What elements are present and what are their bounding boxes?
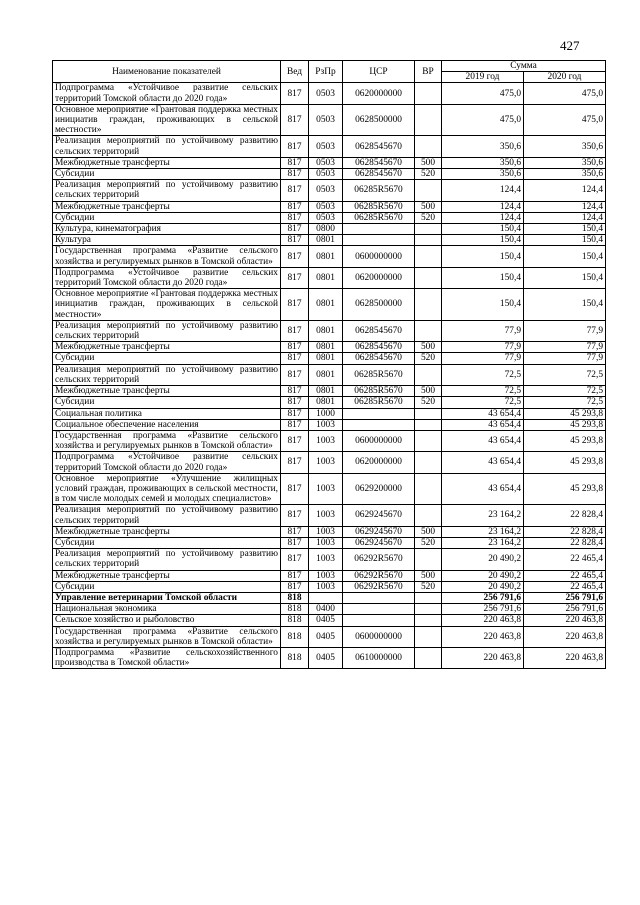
row-rzpr: 1003 — [309, 430, 343, 451]
row-ved: 817 — [281, 169, 309, 180]
row-rzpr: 1000 — [309, 408, 343, 419]
row-vr — [415, 592, 442, 603]
row-sum-2020: 124,4 — [524, 201, 606, 212]
row-name: Межбюджетные трансферты — [53, 201, 281, 212]
row-sum-2020: 22 465,4 — [524, 549, 606, 570]
table-row — [53, 169, 606, 180]
row-csr: 06292R5670 — [343, 549, 415, 570]
row-csr: 0629245670 — [343, 505, 415, 526]
row-sum-2019: 124,4 — [442, 201, 524, 212]
row-ved: 817 — [281, 83, 309, 104]
row-ved: 818 — [281, 626, 309, 647]
table-row — [53, 419, 606, 430]
table-row — [53, 235, 606, 246]
row-vr — [415, 267, 442, 288]
row-rzpr: 0503 — [309, 136, 343, 157]
row-name: Межбюджетные трансферты — [53, 570, 281, 581]
row-ved: 817 — [281, 212, 309, 223]
row-sum-2020: 220 463,8 — [524, 626, 606, 647]
row-csr: 0629200000 — [343, 473, 415, 505]
row-sum-2020: 350,6 — [524, 157, 606, 168]
table-row — [53, 570, 606, 581]
row-rzpr: 0801 — [309, 235, 343, 246]
row-sum-2019: 43 654,4 — [442, 430, 524, 451]
row-name: Реализация мероприятий по устойчивому развитию сельских территорий — [53, 549, 281, 570]
row-name: Социальная политика — [53, 408, 281, 419]
row-ved: 817 — [281, 180, 309, 201]
header-vr: ВР — [415, 61, 442, 83]
row-csr: 0620000000 — [343, 452, 415, 473]
header-rzpr: РзПр — [309, 61, 343, 83]
row-csr: 06285R5670 — [343, 397, 415, 408]
row-ved: 818 — [281, 592, 309, 603]
row-csr: 06292R5670 — [343, 570, 415, 581]
row-vr — [415, 364, 442, 385]
row-name: Подпрограмма «Устойчивое развитие сельских территорий Томской области до 2020 года» — [53, 83, 281, 104]
row-csr: 0628500000 — [343, 289, 415, 321]
row-sum-2020: 350,6 — [524, 136, 606, 157]
table-row — [53, 180, 606, 201]
row-vr — [415, 408, 442, 419]
row-sum-2020: 150,4 — [524, 267, 606, 288]
row-vr — [415, 615, 442, 626]
row-name: Государственная программа «Развитие сельского хозяйства и регулируемых рынков в Томской области» — [53, 430, 281, 451]
row-csr: 0628545670 — [343, 320, 415, 341]
row-vr: 520 — [415, 537, 442, 548]
table-row — [53, 505, 606, 526]
row-vr — [415, 104, 442, 136]
table-row — [53, 604, 606, 615]
row-sum-2020: 22 828,4 — [524, 505, 606, 526]
row-vr: 500 — [415, 570, 442, 581]
row-sum-2019: 20 490,2 — [442, 581, 524, 592]
row-csr: 0600000000 — [343, 430, 415, 451]
row-csr — [343, 615, 415, 626]
row-csr — [343, 592, 415, 603]
table-row — [53, 386, 606, 397]
row-ved: 817 — [281, 157, 309, 168]
row-rzpr: 0801 — [309, 353, 343, 364]
row-vr — [415, 289, 442, 321]
row-name: Субсидии — [53, 169, 281, 180]
table-row — [53, 157, 606, 168]
row-sum-2019: 475,0 — [442, 104, 524, 136]
row-sum-2020: 77,9 — [524, 353, 606, 364]
row-name: Межбюджетные трансферты — [53, 157, 281, 168]
row-csr: 0620000000 — [343, 83, 415, 104]
row-rzpr: 0405 — [309, 626, 343, 647]
row-sum-2020: 45 293,8 — [524, 452, 606, 473]
row-csr: 06285R5670 — [343, 386, 415, 397]
row-csr: 0628545670 — [343, 353, 415, 364]
row-rzpr: 0503 — [309, 104, 343, 136]
row-ved: 818 — [281, 604, 309, 615]
table-row — [53, 408, 606, 419]
row-csr: 06285R5670 — [343, 364, 415, 385]
row-name: Реализация мероприятий по устойчивому развитию сельских территорий — [53, 136, 281, 157]
row-sum-2020: 124,4 — [524, 212, 606, 223]
row-sum-2019: 350,6 — [442, 157, 524, 168]
row-name: Субсидии — [53, 353, 281, 364]
row-name: Подпрограмма «Развитие сельскохозяйственного производства в Томской области» — [53, 647, 281, 668]
row-csr — [343, 419, 415, 430]
table-row — [53, 267, 606, 288]
row-sum-2020: 77,9 — [524, 342, 606, 353]
row-sum-2019: 23 164,2 — [442, 505, 524, 526]
row-name: Реализация мероприятий по устойчивому развитию сельских территорий — [53, 364, 281, 385]
row-sum-2020: 72,5 — [524, 386, 606, 397]
row-sum-2019: 350,6 — [442, 136, 524, 157]
row-sum-2019: 72,5 — [442, 397, 524, 408]
row-rzpr: 1003 — [309, 505, 343, 526]
row-sum-2019: 220 463,8 — [442, 626, 524, 647]
row-csr: 0628545670 — [343, 342, 415, 353]
row-vr — [415, 419, 442, 430]
row-sum-2020: 45 293,8 — [524, 430, 606, 451]
row-rzpr: 1003 — [309, 419, 343, 430]
table-row — [53, 473, 606, 505]
row-name: Реализация мероприятий по устойчивому развитию сельских территорий — [53, 320, 281, 341]
row-rzpr: 1003 — [309, 537, 343, 548]
table-row — [53, 647, 606, 668]
header-year-2019: 2019 год — [442, 72, 524, 83]
row-rzpr: 0801 — [309, 289, 343, 321]
row-vr — [415, 604, 442, 615]
row-sum-2020: 45 293,8 — [524, 408, 606, 419]
row-csr: 0600000000 — [343, 246, 415, 267]
row-ved: 817 — [281, 386, 309, 397]
row-sum-2019: 23 164,2 — [442, 537, 524, 548]
row-rzpr: 0405 — [309, 647, 343, 668]
row-sum-2019: 256 791,6 — [442, 592, 524, 603]
row-vr: 520 — [415, 169, 442, 180]
row-name: Государственная программа «Развитие сельского хозяйства и регулируемых рынков в Томской области» — [53, 626, 281, 647]
table-row — [53, 136, 606, 157]
row-sum-2019: 150,4 — [442, 289, 524, 321]
header-year-2020: 2020 год — [524, 72, 606, 83]
row-rzpr: 0503 — [309, 169, 343, 180]
row-csr: 0629245670 — [343, 526, 415, 537]
row-name: Субсидии — [53, 397, 281, 408]
table-row — [53, 430, 606, 451]
row-vr — [415, 647, 442, 668]
row-name: Межбюджетные трансферты — [53, 386, 281, 397]
row-name: Субсидии — [53, 581, 281, 592]
row-vr: 500 — [415, 526, 442, 537]
header-ved: Вед — [281, 61, 309, 83]
row-ved: 818 — [281, 647, 309, 668]
row-sum-2019: 72,5 — [442, 364, 524, 385]
row-ved: 818 — [281, 615, 309, 626]
row-name: Подпрограмма «Устойчивое развитие сельских территорий Томской области до 2020 года» — [53, 452, 281, 473]
row-name: Межбюджетные трансферты — [53, 526, 281, 537]
row-name: Управление ветеринарии Томской области — [53, 592, 281, 603]
row-sum-2019: 20 490,2 — [442, 570, 524, 581]
row-name: Государственная программа «Развитие сельского хозяйства и регулируемых рынков в Томской области» — [53, 246, 281, 267]
row-name: Основное мероприятие «Грантовая поддержка местных инициатив граждан, проживающих в сельской местности» — [53, 104, 281, 136]
row-rzpr: 0801 — [309, 246, 343, 267]
row-rzpr: 0801 — [309, 397, 343, 408]
row-vr — [415, 430, 442, 451]
row-ved: 817 — [281, 320, 309, 341]
row-vr: 500 — [415, 342, 442, 353]
row-sum-2019: 72,5 — [442, 386, 524, 397]
row-name: Субсидии — [53, 537, 281, 548]
table-row — [53, 537, 606, 548]
row-sum-2019: 150,4 — [442, 224, 524, 235]
row-sum-2020: 150,4 — [524, 289, 606, 321]
row-sum-2019: 23 164,2 — [442, 526, 524, 537]
row-csr — [343, 408, 415, 419]
table-row — [53, 364, 606, 385]
row-csr: 0628500000 — [343, 104, 415, 136]
row-sum-2020: 150,4 — [524, 224, 606, 235]
row-csr — [343, 604, 415, 615]
table-row — [53, 83, 606, 104]
row-rzpr: 0801 — [309, 386, 343, 397]
table-row — [53, 581, 606, 592]
row-name: Культура, кинематография — [53, 224, 281, 235]
table-row — [53, 353, 606, 364]
row-ved: 817 — [281, 505, 309, 526]
row-vr: 520 — [415, 397, 442, 408]
table-body — [53, 83, 606, 669]
row-vr: 520 — [415, 353, 442, 364]
row-rzpr: 1003 — [309, 526, 343, 537]
row-vr — [415, 626, 442, 647]
table-row — [53, 526, 606, 537]
row-ved: 817 — [281, 430, 309, 451]
row-rzpr: 0405 — [309, 615, 343, 626]
row-sum-2019: 77,9 — [442, 342, 524, 353]
row-vr: 500 — [415, 201, 442, 212]
row-sum-2020: 77,9 — [524, 320, 606, 341]
row-csr: 0628545670 — [343, 136, 415, 157]
row-rzpr: 0800 — [309, 224, 343, 235]
row-name: Культура — [53, 235, 281, 246]
row-ved: 817 — [281, 289, 309, 321]
row-sum-2019: 77,9 — [442, 353, 524, 364]
row-name: Национальная экономика — [53, 604, 281, 615]
row-sum-2019: 20 490,2 — [442, 549, 524, 570]
row-sum-2019: 77,9 — [442, 320, 524, 341]
row-sum-2019: 150,4 — [442, 267, 524, 288]
row-sum-2020: 220 463,8 — [524, 647, 606, 668]
row-sum-2019: 43 654,4 — [442, 473, 524, 505]
row-sum-2019: 220 463,8 — [442, 615, 524, 626]
row-sum-2020: 22 828,4 — [524, 537, 606, 548]
row-sum-2019: 475,0 — [442, 83, 524, 104]
row-csr: 0628545670 — [343, 157, 415, 168]
row-csr: 0629245670 — [343, 537, 415, 548]
row-ved: 817 — [281, 246, 309, 267]
row-ved: 817 — [281, 364, 309, 385]
row-rzpr: 0801 — [309, 267, 343, 288]
row-ved: 817 — [281, 353, 309, 364]
table-row — [53, 320, 606, 341]
row-vr — [415, 473, 442, 505]
header-sum: Сумма — [442, 61, 606, 72]
row-rzpr: 0801 — [309, 364, 343, 385]
row-ved: 817 — [281, 104, 309, 136]
row-csr: 0600000000 — [343, 626, 415, 647]
row-sum-2020: 256 791,6 — [524, 592, 606, 603]
row-rzpr: 0503 — [309, 180, 343, 201]
row-ved: 817 — [281, 235, 309, 246]
page-number: 427 — [560, 38, 580, 53]
row-rzpr: 0801 — [309, 342, 343, 353]
row-sum-2020: 150,4 — [524, 246, 606, 267]
row-vr — [415, 136, 442, 157]
row-ved: 817 — [281, 224, 309, 235]
row-sum-2020: 475,0 — [524, 104, 606, 136]
row-rzpr: 1003 — [309, 549, 343, 570]
table-row — [53, 397, 606, 408]
row-sum-2019: 124,4 — [442, 180, 524, 201]
row-sum-2019: 350,6 — [442, 169, 524, 180]
row-sum-2020: 22 465,4 — [524, 570, 606, 581]
table-row — [53, 342, 606, 353]
row-csr: 06285R5670 — [343, 201, 415, 212]
row-sum-2020: 350,6 — [524, 169, 606, 180]
table-row — [53, 104, 606, 136]
budget-table — [52, 60, 606, 669]
table-row — [53, 246, 606, 267]
row-rzpr: 1003 — [309, 452, 343, 473]
row-sum-2020: 124,4 — [524, 180, 606, 201]
row-vr — [415, 452, 442, 473]
table-row — [53, 549, 606, 570]
row-sum-2020: 220 463,8 — [524, 615, 606, 626]
row-csr: 06285R5670 — [343, 212, 415, 223]
table-row — [53, 289, 606, 321]
row-sum-2020: 256 791,6 — [524, 604, 606, 615]
row-sum-2020: 22 828,4 — [524, 526, 606, 537]
row-vr — [415, 83, 442, 104]
row-csr: 06285R5670 — [343, 180, 415, 201]
row-ved: 817 — [281, 452, 309, 473]
row-vr — [415, 246, 442, 267]
table-row — [53, 224, 606, 235]
row-name: Основное мероприятие «Улучшение жилищных условий граждан, проживающих в сельской местности, в том числе молодых семей и молодых специалистов» — [53, 473, 281, 505]
row-rzpr: 0503 — [309, 157, 343, 168]
row-rzpr: 1003 — [309, 473, 343, 505]
row-sum-2020: 72,5 — [524, 364, 606, 385]
row-name: Субсидии — [53, 212, 281, 223]
header-name: Наименование показателей — [53, 61, 281, 83]
row-csr: 0628545670 — [343, 169, 415, 180]
table-header — [53, 61, 606, 83]
row-sum-2020: 45 293,8 — [524, 473, 606, 505]
row-name: Реализация мероприятий по устойчивому развитию сельских территорий — [53, 505, 281, 526]
row-csr — [343, 235, 415, 246]
row-ved: 817 — [281, 397, 309, 408]
row-ved: 817 — [281, 549, 309, 570]
row-rzpr: 1003 — [309, 581, 343, 592]
table-row — [53, 452, 606, 473]
row-ved: 817 — [281, 526, 309, 537]
row-rzpr: 0503 — [309, 83, 343, 104]
row-sum-2019: 256 791,6 — [442, 604, 524, 615]
row-sum-2020: 72,5 — [524, 397, 606, 408]
row-vr — [415, 505, 442, 526]
row-ved: 817 — [281, 570, 309, 581]
row-ved: 817 — [281, 581, 309, 592]
row-ved: 817 — [281, 537, 309, 548]
row-sum-2019: 124,4 — [442, 212, 524, 223]
row-rzpr — [309, 592, 343, 603]
row-rzpr: 0503 — [309, 201, 343, 212]
row-vr: 520 — [415, 581, 442, 592]
row-ved: 817 — [281, 267, 309, 288]
row-csr: 0610000000 — [343, 647, 415, 668]
row-ved: 817 — [281, 419, 309, 430]
row-sum-2020: 475,0 — [524, 83, 606, 104]
row-sum-2020: 45 293,8 — [524, 419, 606, 430]
row-ved: 817 — [281, 408, 309, 419]
row-name: Основное мероприятие «Грантовая поддержка местных инициатив граждан, проживающих в сельской местности» — [53, 289, 281, 321]
row-sum-2020: 150,4 — [524, 235, 606, 246]
row-rzpr: 1003 — [309, 570, 343, 581]
table-row — [53, 626, 606, 647]
row-vr: 500 — [415, 157, 442, 168]
row-vr — [415, 320, 442, 341]
table-row — [53, 201, 606, 212]
row-sum-2019: 220 463,8 — [442, 647, 524, 668]
table-row — [53, 615, 606, 626]
row-ved: 817 — [281, 342, 309, 353]
header-csr: ЦСР — [343, 61, 415, 83]
row-name: Межбюджетные трансферты — [53, 342, 281, 353]
table-row — [53, 592, 606, 603]
row-rzpr: 0400 — [309, 604, 343, 615]
row-vr — [415, 549, 442, 570]
row-sum-2019: 150,4 — [442, 246, 524, 267]
row-rzpr: 0801 — [309, 320, 343, 341]
row-sum-2019: 43 654,4 — [442, 452, 524, 473]
row-sum-2019: 43 654,4 — [442, 408, 524, 419]
row-ved: 817 — [281, 473, 309, 505]
row-ved: 817 — [281, 136, 309, 157]
row-csr — [343, 224, 415, 235]
row-name: Сельское хозяйство и рыболовство — [53, 615, 281, 626]
row-vr — [415, 235, 442, 246]
row-sum-2019: 150,4 — [442, 235, 524, 246]
row-sum-2020: 22 465,4 — [524, 581, 606, 592]
row-vr — [415, 224, 442, 235]
row-ved: 817 — [281, 201, 309, 212]
row-name: Социальное обеспечение населения — [53, 419, 281, 430]
row-name: Подпрограмма «Устойчивое развитие сельских территорий Томской области до 2020 года» — [53, 267, 281, 288]
row-vr — [415, 180, 442, 201]
row-name: Реализация мероприятий по устойчивому развитию сельских территорий — [53, 180, 281, 201]
row-csr: 0620000000 — [343, 267, 415, 288]
row-vr: 500 — [415, 386, 442, 397]
row-csr: 06292R5670 — [343, 581, 415, 592]
row-sum-2019: 43 654,4 — [442, 419, 524, 430]
row-rzpr: 0503 — [309, 212, 343, 223]
table-row — [53, 212, 606, 223]
row-vr: 520 — [415, 212, 442, 223]
